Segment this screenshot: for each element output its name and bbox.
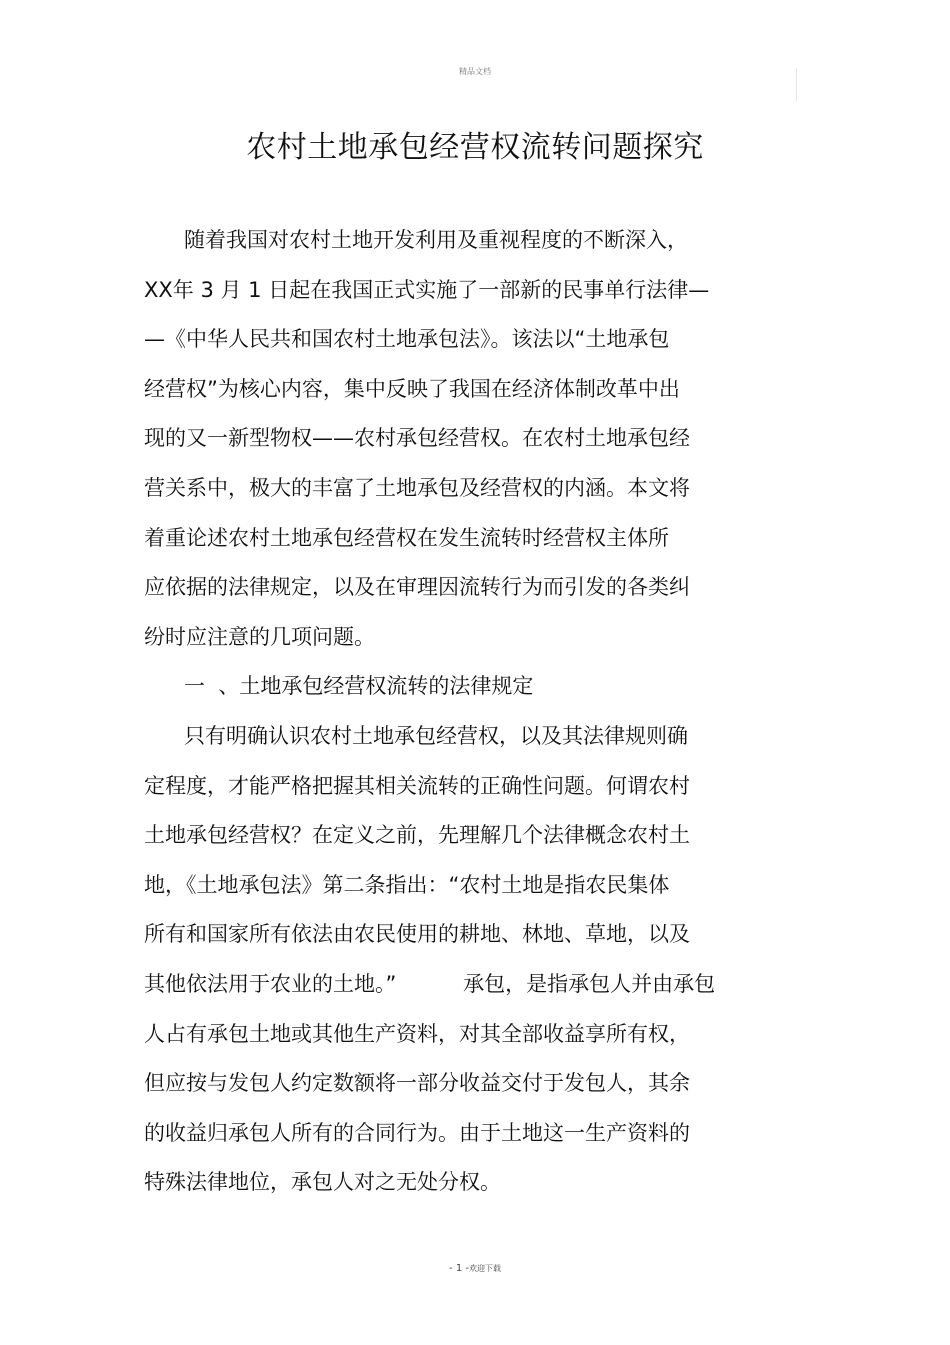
- body-line: 只有明确认识农村土地承包经营权，以及其法律规则确: [144, 723, 689, 748]
- body-line: 经营权”为核心内容，集中反映了我国在经济体制改革中出: [144, 376, 680, 401]
- body-line: 特殊法律地位，承包人对之无处分权。: [144, 1170, 501, 1195]
- body-line: 土地承包经营权？在定义之前，先理解几个法律概念农村土: [144, 823, 690, 848]
- body-line: 人占有承包土地或其他生产资料，对其全部收益享所有权，: [144, 1021, 690, 1046]
- body-line: 但应按与发包人约定数额将一部分收益交付于发包人，其余: [144, 1071, 690, 1096]
- body-line: 的收益归承包人所有的合同行为。由于土地这一生产资料的: [144, 1120, 690, 1145]
- body-line: XX年 3 月 1 日起在我国正式实施了一部新的民事单行法律—: [144, 277, 710, 302]
- body-line: 营关系中，极大的丰富了土地承包及经营权的内涵。本文将: [144, 475, 690, 500]
- document-title: 农村土地承包经营权流转问题探究: [246, 130, 704, 165]
- body-line: 着重论述农村土地承包经营权在发生流转时经营权主体所: [144, 525, 669, 550]
- body-line: 定程度，才能严格把握其相关流转的正确性问题。何谓农村: [144, 773, 690, 798]
- document-body: [144, 216, 784, 1208]
- body-line: 现的又一新型物权——农村承包经营权。在农村土地承包经: [144, 426, 690, 451]
- body-line: —《中华人民共和国农村土地承包法》。该法以“土地承包: [144, 327, 670, 352]
- body-line: 地，《土地承包法》第二条指出：“农村土地是指农民集体: [144, 872, 670, 897]
- body-line: 其他依法用于农业的土地。” 承包，是指承包人并由承包: [144, 971, 716, 996]
- body-line: 纷时应注意的几项问题。: [144, 624, 375, 649]
- section-heading: 一 、土地承包经营权流转的法律规定: [144, 674, 534, 699]
- header-watermark: 精品文档: [459, 67, 491, 76]
- footer-note: 欢迎下载: [468, 1264, 501, 1273]
- body-line: 应依据的法律规定，以及在审理因流转行为而引发的各类纠: [144, 575, 690, 600]
- page-footer: [0, 1263, 950, 1274]
- page-number: - 1 -: [449, 1263, 469, 1274]
- body-line: 随着我国对农村土地开发利用及重视程度的不断深入，: [144, 228, 689, 252]
- body-line: 所有和国家所有依法由农民使用的耕地、林地、草地，以及: [144, 922, 690, 947]
- page-edge-line: [796, 68, 797, 102]
